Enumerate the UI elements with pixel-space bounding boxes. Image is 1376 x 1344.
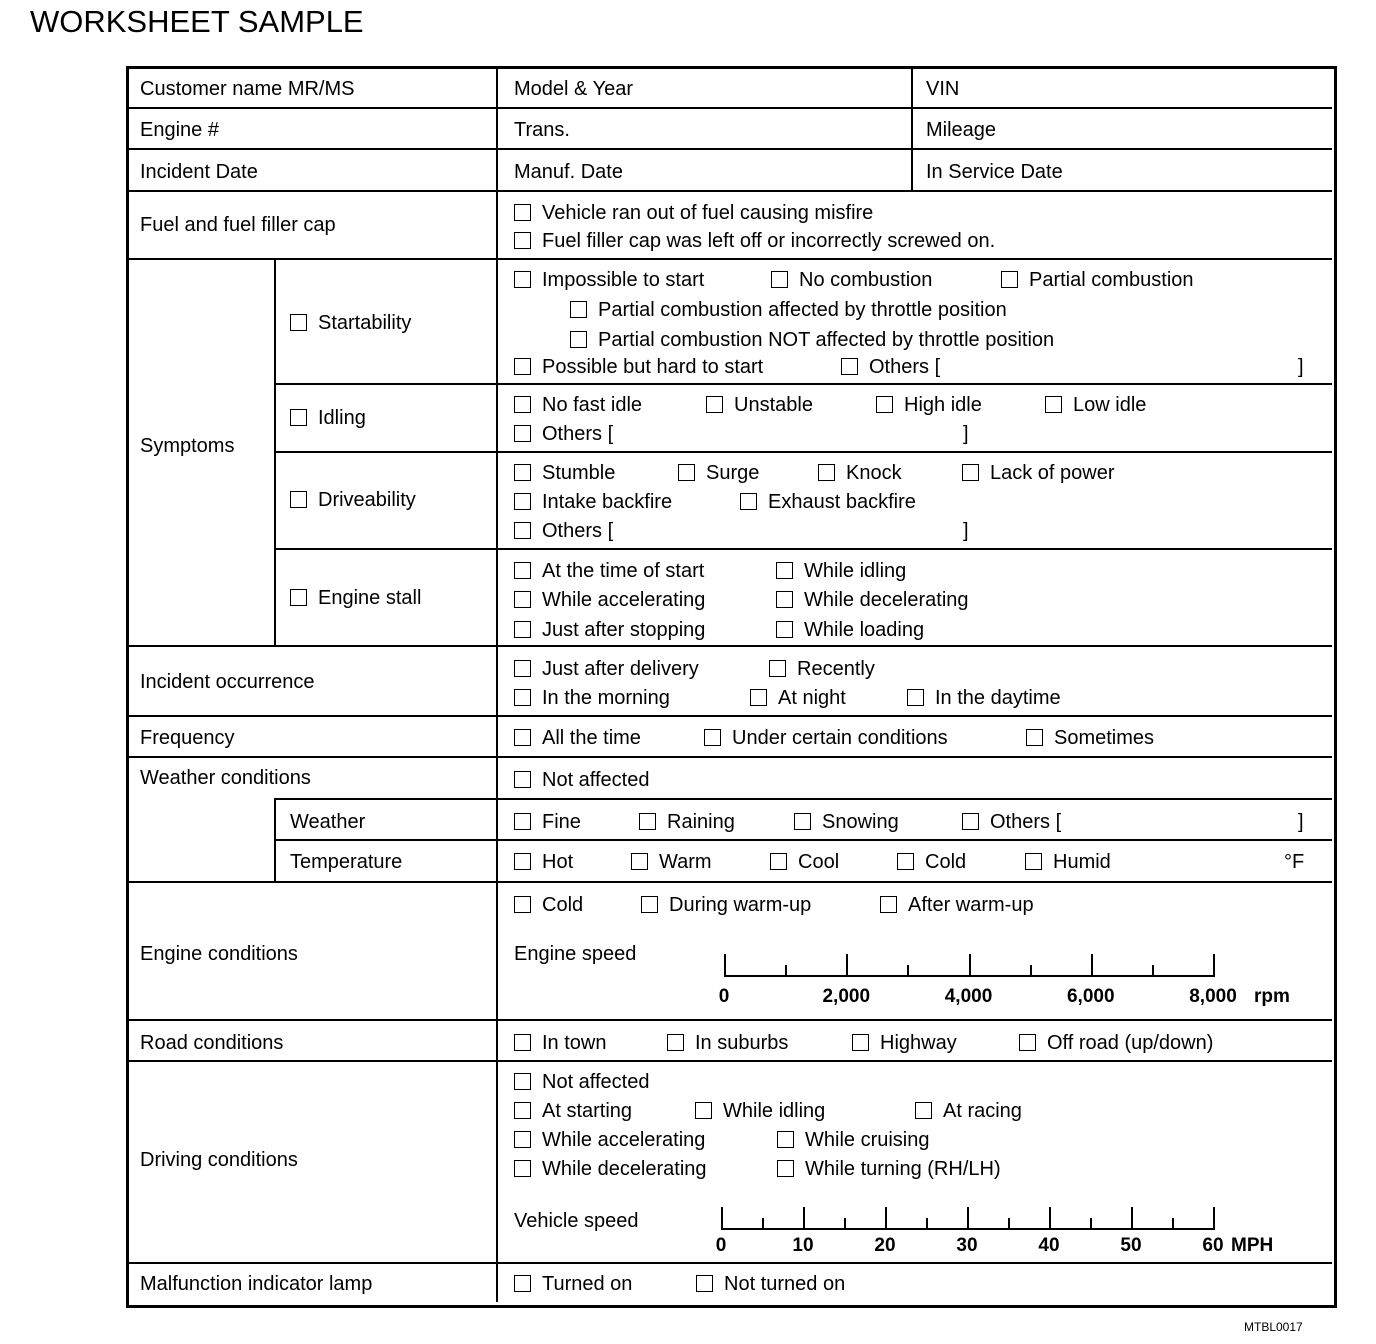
temperature-option[interactable]: Cool: [770, 850, 839, 874]
checkbox[interactable]: [514, 1131, 531, 1148]
engine-stall-option[interactable]: While idling: [776, 559, 906, 583]
road-option[interactable]: In town: [514, 1031, 606, 1055]
checkbox[interactable]: [514, 896, 531, 913]
engine-condition-option[interactable]: Cold: [514, 893, 583, 917]
checkbox[interactable]: [290, 314, 307, 331]
checkbox[interactable]: [841, 358, 858, 375]
column-divider: [911, 69, 913, 190]
driving-option[interactable]: Not affected: [514, 1070, 649, 1094]
startability-option[interactable]: Possible but hard to start: [514, 355, 763, 379]
checkbox[interactable]: [514, 591, 531, 608]
weather-option[interactable]: Raining: [639, 810, 735, 834]
symptoms-label: Symptoms: [140, 435, 235, 457]
engine-stall-option[interactable]: While accelerating: [514, 588, 705, 612]
checkbox[interactable]: [771, 271, 788, 288]
mph-scale-minor-tick: [1090, 1218, 1092, 1229]
checkbox[interactable]: [514, 204, 531, 221]
in-service-date-label: In Service Date: [926, 161, 1063, 183]
rpm-scale-tick-label: 8,000: [1189, 986, 1237, 1007]
frequency-option[interactable]: Under certain conditions: [704, 726, 948, 750]
mph-unit: MPH: [1231, 1235, 1274, 1256]
incident-occurrence-label: Incident occurrence: [140, 671, 315, 693]
rpm-scale-minor-tick: [1030, 965, 1032, 976]
checkbox[interactable]: [794, 813, 811, 830]
checkbox[interactable]: [639, 813, 656, 830]
checkbox[interactable]: [514, 464, 531, 481]
checkbox[interactable]: [769, 660, 786, 677]
mph-scale-tick-label: 0: [715, 1235, 727, 1256]
startability-option[interactable]: Partial combustion: [1001, 268, 1194, 292]
checkbox[interactable]: [514, 813, 531, 830]
checkbox[interactable]: [915, 1102, 932, 1119]
driving-option[interactable]: While idling: [695, 1099, 825, 1123]
checkbox[interactable]: [852, 1034, 869, 1051]
row-divider: [129, 258, 1332, 260]
road-conditions-label: Road conditions: [140, 1032, 284, 1054]
mph-scale-major-tick: [885, 1207, 887, 1229]
engine-stall-checkbox[interactable]: Engine stall: [290, 586, 421, 610]
temperature-label: Temperature: [290, 851, 403, 873]
close-bracket: ]: [963, 423, 969, 445]
startability-option[interactable]: No combustion: [771, 268, 932, 292]
checkbox[interactable]: [740, 493, 757, 510]
mph-scale-tick-label: 50: [1120, 1235, 1142, 1256]
checkbox[interactable]: [776, 591, 793, 608]
checkbox[interactable]: [631, 853, 648, 870]
trans-label: Trans.: [514, 119, 570, 141]
row-divider: [275, 548, 1332, 550]
rpm-scale-tick-label: 0: [718, 986, 730, 1007]
checkbox[interactable]: [777, 1131, 794, 1148]
checkbox[interactable]: [514, 660, 531, 677]
driving-option[interactable]: While decelerating: [514, 1157, 707, 1181]
temperature-option[interactable]: Cold: [897, 850, 966, 874]
idling-option[interactable]: High idle: [876, 393, 982, 417]
driveability-option[interactable]: Knock: [818, 461, 902, 485]
row-divider: [129, 1060, 1332, 1062]
mph-scale-tick-label: 60: [1202, 1235, 1224, 1256]
checkbox[interactable]: [776, 621, 793, 638]
road-option[interactable]: Highway: [852, 1031, 957, 1055]
mph-scale-minor-tick: [1172, 1218, 1174, 1229]
checkbox[interactable]: [514, 562, 531, 579]
occurrence-option[interactable]: At night: [750, 686, 846, 710]
driving-option[interactable]: While accelerating: [514, 1128, 705, 1152]
checkbox[interactable]: [1026, 729, 1043, 746]
checkbox[interactable]: [1001, 271, 1018, 288]
weather-conditions-label: Weather conditions: [140, 767, 311, 789]
incident-date-label: Incident Date: [140, 161, 258, 183]
driving-option[interactable]: While cruising: [777, 1128, 929, 1152]
row-divider: [129, 881, 1332, 883]
checkbox[interactable]: [514, 493, 531, 510]
engine-condition-option[interactable]: During warm-up: [641, 893, 811, 917]
mph-scale-major-tick: [967, 1207, 969, 1229]
weather-not-affected[interactable]: Not affected: [514, 768, 649, 792]
driveability-option[interactable]: Surge: [678, 461, 759, 485]
checkbox[interactable]: [514, 271, 531, 288]
occurrence-option[interactable]: In the daytime: [907, 686, 1061, 710]
fuel-label: Fuel and fuel filler cap: [140, 214, 336, 236]
row-divider: [129, 1019, 1332, 1021]
driveability-option-others[interactable]: Others [: [514, 519, 613, 543]
mph-scale-major-tick: [1213, 1207, 1215, 1229]
occurrence-option[interactable]: In the morning: [514, 686, 670, 710]
checkbox[interactable]: [514, 232, 531, 249]
row-divider: [275, 383, 1332, 385]
road-option[interactable]: In suburbs: [667, 1031, 788, 1055]
checkbox[interactable]: [514, 358, 531, 375]
rpm-scale-minor-tick: [1152, 965, 1154, 976]
rpm-scale-minor-tick: [785, 965, 787, 976]
startability-option[interactable]: Partial combustion affected by throttle position: [570, 298, 1007, 322]
engine-stall-option[interactable]: While decelerating: [776, 588, 969, 612]
temperature-unit: °F: [1284, 851, 1305, 873]
row-divider: [129, 715, 1332, 717]
vin-label: VIN: [926, 78, 960, 100]
rpm-scale-major-tick: [1213, 954, 1215, 976]
frequency-option[interactable]: All the time: [514, 726, 641, 750]
close-bracket: ]: [963, 520, 969, 542]
close-bracket: ]: [1298, 356, 1304, 378]
checkbox[interactable]: [514, 621, 531, 638]
checkbox[interactable]: [570, 331, 587, 348]
engine-stall-option[interactable]: While loading: [776, 618, 924, 642]
driving-conditions-label: Driving conditions: [140, 1149, 298, 1171]
checkbox[interactable]: [962, 813, 979, 830]
mph-scale-minor-tick: [1008, 1218, 1010, 1229]
checkbox[interactable]: [818, 464, 835, 481]
checkbox[interactable]: [514, 853, 531, 870]
rpm-scale-major-tick: [846, 954, 848, 976]
idling-option[interactable]: Low idle: [1045, 393, 1146, 417]
checkbox[interactable]: [777, 1160, 794, 1177]
checkbox[interactable]: [1019, 1034, 1036, 1051]
startability-option-others[interactable]: Others [: [841, 355, 940, 379]
checkbox[interactable]: [514, 771, 531, 788]
checkbox[interactable]: [1025, 853, 1042, 870]
mph-scale-tick-label: 30: [956, 1235, 978, 1256]
checkbox[interactable]: [1045, 396, 1062, 413]
engine-stall-option[interactable]: Just after stopping: [514, 618, 705, 642]
row-divider: [129, 190, 1332, 192]
weather-option[interactable]: Snowing: [794, 810, 899, 834]
mil-label: Malfunction indicator lamp: [140, 1273, 373, 1295]
engine-speed-label: Engine speed: [514, 943, 637, 965]
mph-scale-major-tick: [1131, 1207, 1133, 1229]
mil-option[interactable]: Not turned on: [696, 1272, 845, 1296]
checkbox[interactable]: [876, 396, 893, 413]
rpm-unit: rpm: [1254, 986, 1290, 1007]
fuel-option-cap-left-off[interactable]: Fuel filler cap was left off or incorrectly screwed on.: [514, 229, 995, 253]
rpm-scale-major-tick: [1091, 954, 1093, 976]
column-divider: [274, 258, 276, 645]
rpm-scale-minor-tick: [907, 965, 909, 976]
weather-label: Weather: [290, 811, 366, 833]
idling-checkbox[interactable]: Idling: [290, 406, 366, 430]
checkbox[interactable]: [514, 689, 531, 706]
engine-stall-option[interactable]: At the time of start: [514, 559, 704, 583]
mph-scale-minor-tick: [844, 1218, 846, 1229]
frequency-option[interactable]: Sometimes: [1026, 726, 1154, 750]
temperature-option[interactable]: Hot: [514, 850, 573, 874]
engine-number-label: Engine #: [140, 119, 219, 141]
rpm-scale-tick-label: 4,000: [944, 986, 993, 1007]
startability-checkbox[interactable]: Startability: [290, 311, 411, 335]
checkbox[interactable]: [514, 1102, 531, 1119]
worksheet-title: WORKSHEET SAMPLE: [30, 4, 364, 39]
checkbox[interactable]: [570, 301, 587, 318]
fuel-option-ran-out[interactable]: Vehicle ran out of fuel causing misfire: [514, 201, 873, 225]
checkbox[interactable]: [907, 689, 924, 706]
mph-scale-major-tick: [803, 1207, 805, 1229]
idling-option[interactable]: No fast idle: [514, 393, 642, 417]
checkbox[interactable]: [880, 896, 897, 913]
checkbox[interactable]: [514, 425, 531, 442]
checkbox[interactable]: [290, 589, 307, 606]
row-divider: [129, 645, 1332, 647]
temperature-option[interactable]: Humid: [1025, 850, 1111, 874]
idling-option[interactable]: Unstable: [706, 393, 813, 417]
driving-option[interactable]: At racing: [915, 1099, 1022, 1123]
checkbox[interactable]: [514, 729, 531, 746]
engine-conditions-label: Engine conditions: [140, 943, 298, 965]
driveability-option[interactable]: Stumble: [514, 461, 615, 485]
row-divider: [129, 756, 1332, 758]
row-divider: [275, 839, 1332, 841]
row-divider: [275, 451, 1332, 453]
mileage-label: Mileage: [926, 119, 997, 141]
checkbox[interactable]: [706, 396, 723, 413]
close-bracket: ]: [1298, 811, 1304, 833]
checkbox[interactable]: [696, 1275, 713, 1292]
occurrence-option[interactable]: Recently: [769, 657, 875, 681]
checkbox[interactable]: [770, 853, 787, 870]
checkbox[interactable]: [750, 689, 767, 706]
driveability-option[interactable]: Lack of power: [962, 461, 1115, 485]
weather-option-others[interactable]: Others [: [962, 810, 1061, 834]
checkbox[interactable]: [290, 491, 307, 508]
checkbox[interactable]: [704, 729, 721, 746]
mil-option[interactable]: Turned on: [514, 1272, 632, 1296]
mph-scale-tick-label: 10: [792, 1235, 814, 1256]
figure-code: MTBL0017: [1244, 1320, 1303, 1334]
row-divider: [275, 798, 1332, 800]
manuf-date-label: Manuf. Date: [514, 161, 623, 183]
model-year-label: Model & Year: [514, 78, 633, 100]
mph-scale-major-tick: [1049, 1207, 1051, 1229]
checkbox[interactable]: [667, 1034, 684, 1051]
checkbox[interactable]: [514, 1275, 531, 1292]
startability-option[interactable]: Partial combustion NOT affected by throttle position: [570, 328, 1054, 352]
rpm-scale-tick-label: 2,000: [822, 986, 871, 1007]
checkbox[interactable]: [678, 464, 695, 481]
driveability-option[interactable]: Intake backfire: [514, 490, 672, 514]
rpm-scale-major-tick: [969, 954, 971, 976]
vehicle-speed-label: Vehicle speed: [514, 1210, 639, 1232]
column-divider: [496, 69, 498, 1302]
startability-option[interactable]: Impossible to start: [514, 268, 704, 292]
weather-option[interactable]: Fine: [514, 810, 581, 834]
mph-scale-minor-tick: [926, 1218, 928, 1229]
checkbox[interactable]: [514, 522, 531, 539]
customer-name-label: Customer name MR/MS: [140, 78, 355, 100]
driving-option[interactable]: While turning (RH/LH): [777, 1157, 1001, 1181]
checkbox[interactable]: [641, 896, 658, 913]
mph-scale-major-tick: [721, 1207, 723, 1229]
checkbox[interactable]: [514, 1073, 531, 1090]
row-divider: [129, 107, 1332, 109]
mph-scale-tick-label: 40: [1038, 1235, 1060, 1256]
idling-option-others[interactable]: Others [: [514, 422, 613, 446]
occurrence-option[interactable]: Just after delivery: [514, 657, 699, 681]
temperature-option[interactable]: Warm: [631, 850, 712, 874]
mph-scale-tick-label: 20: [874, 1235, 896, 1256]
checkbox[interactable]: [897, 853, 914, 870]
row-divider: [129, 1262, 1332, 1264]
checkbox[interactable]: [514, 1160, 531, 1177]
checkbox[interactable]: [962, 464, 979, 481]
driving-option[interactable]: At starting: [514, 1099, 632, 1123]
checkbox[interactable]: [776, 562, 793, 579]
rpm-scale-tick-label: 6,000: [1066, 986, 1115, 1007]
engine-condition-option[interactable]: After warm-up: [880, 893, 1034, 917]
checkbox[interactable]: [290, 409, 307, 426]
mph-scale-minor-tick: [762, 1218, 764, 1229]
checkbox[interactable]: [514, 1034, 531, 1051]
row-divider: [129, 148, 1332, 150]
driveability-checkbox[interactable]: Driveability: [290, 488, 416, 512]
column-divider: [274, 798, 276, 881]
checkbox[interactable]: [514, 396, 531, 413]
driveability-option[interactable]: Exhaust backfire: [740, 490, 916, 514]
frequency-label: Frequency: [140, 727, 235, 749]
rpm-scale-major-tick: [724, 954, 726, 976]
checkbox[interactable]: [695, 1102, 712, 1119]
road-option[interactable]: Off road (up/down): [1019, 1031, 1213, 1055]
